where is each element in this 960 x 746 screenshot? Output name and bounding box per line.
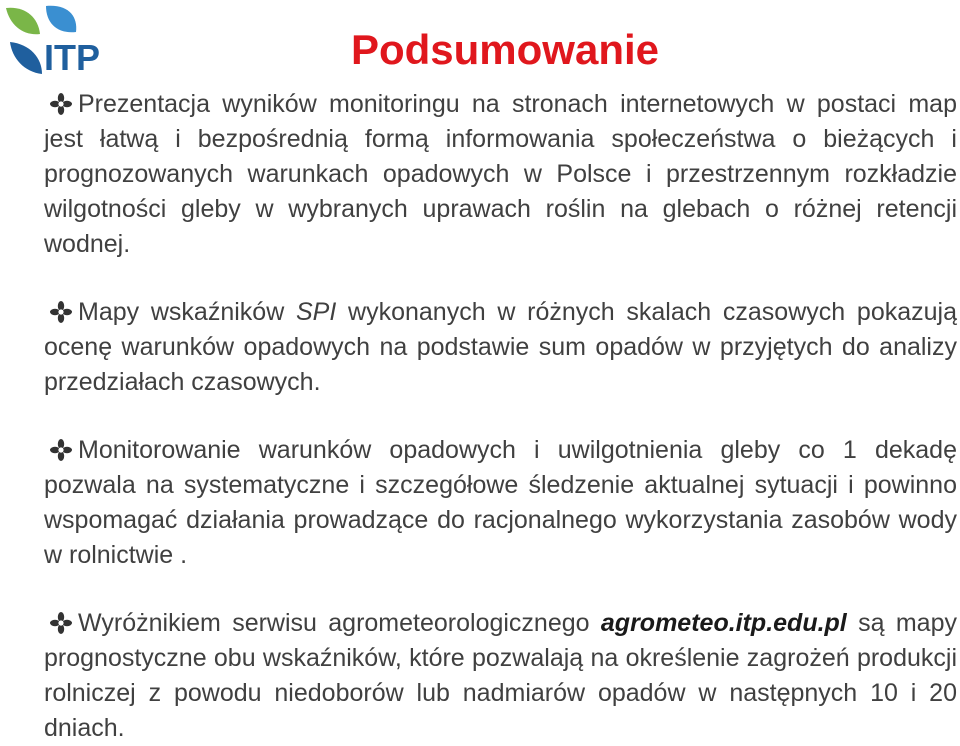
summary-content (44, 87, 957, 746)
bullet-2-text-after: wykonanych w różnych skalach czasowych pokazują ocenę warunków opadowych na podstawie sum opadów w przyjętych do analizy przedziałach czasowych. (44, 298, 957, 396)
bullet-4-text-before: Wyróżnikiem serwisu agrometeorologicznego (78, 609, 601, 637)
bullet-4-text-after: są mapy prognostyczne obu wskaźników, które pozwalają na określenie zagrożeń produkcji rolniczej z powodu niedoborów lub nadmiarów opadów w następnych 10 i 20 dniach. (44, 609, 957, 742)
page-title: Podsumowanie (350, 26, 660, 73)
diamond-bullet-icon (50, 301, 78, 323)
diamond-bullet-icon (50, 93, 78, 115)
diamond-bullet-icon (50, 612, 78, 634)
bullet-1-text: Prezentacja wyników monitoringu na stronach internetowych w postaci map jest łatwą i bezpośrednią formą informowania społeczeństwa o bieżących i prognozowanych warunkach opadowych w Polsce i przestrzennym rozkładzie wilgotności gleby w wybranych uprawach roślin na glebach o różnej retencji wodnej. (44, 90, 957, 258)
bullet-paragraph-1 (44, 87, 957, 262)
diamond-bullet-icon (50, 439, 78, 461)
bullet-2-text-before: Mapy wskaźników (78, 298, 296, 326)
site-name: agrometeo.itp.edu.pl (600, 609, 847, 637)
bullet-paragraph-2 (44, 295, 957, 400)
bullet-paragraph-4 (44, 606, 957, 746)
logo-text: ITP (44, 37, 101, 78)
bullet-paragraph-3 (44, 433, 957, 573)
bullet-3-text: Monitorowanie warunków opadowych i uwilgotnienia gleby co 1 dekadę pozwala na systematyczne i szczegółowe śledzenie aktualnej sytuacji i powinno wspomagać działania prowadzące do racjonalnego wykorzystania zasobów wody w rolnictwie . (44, 436, 957, 569)
spi-term: SPI (295, 298, 337, 326)
